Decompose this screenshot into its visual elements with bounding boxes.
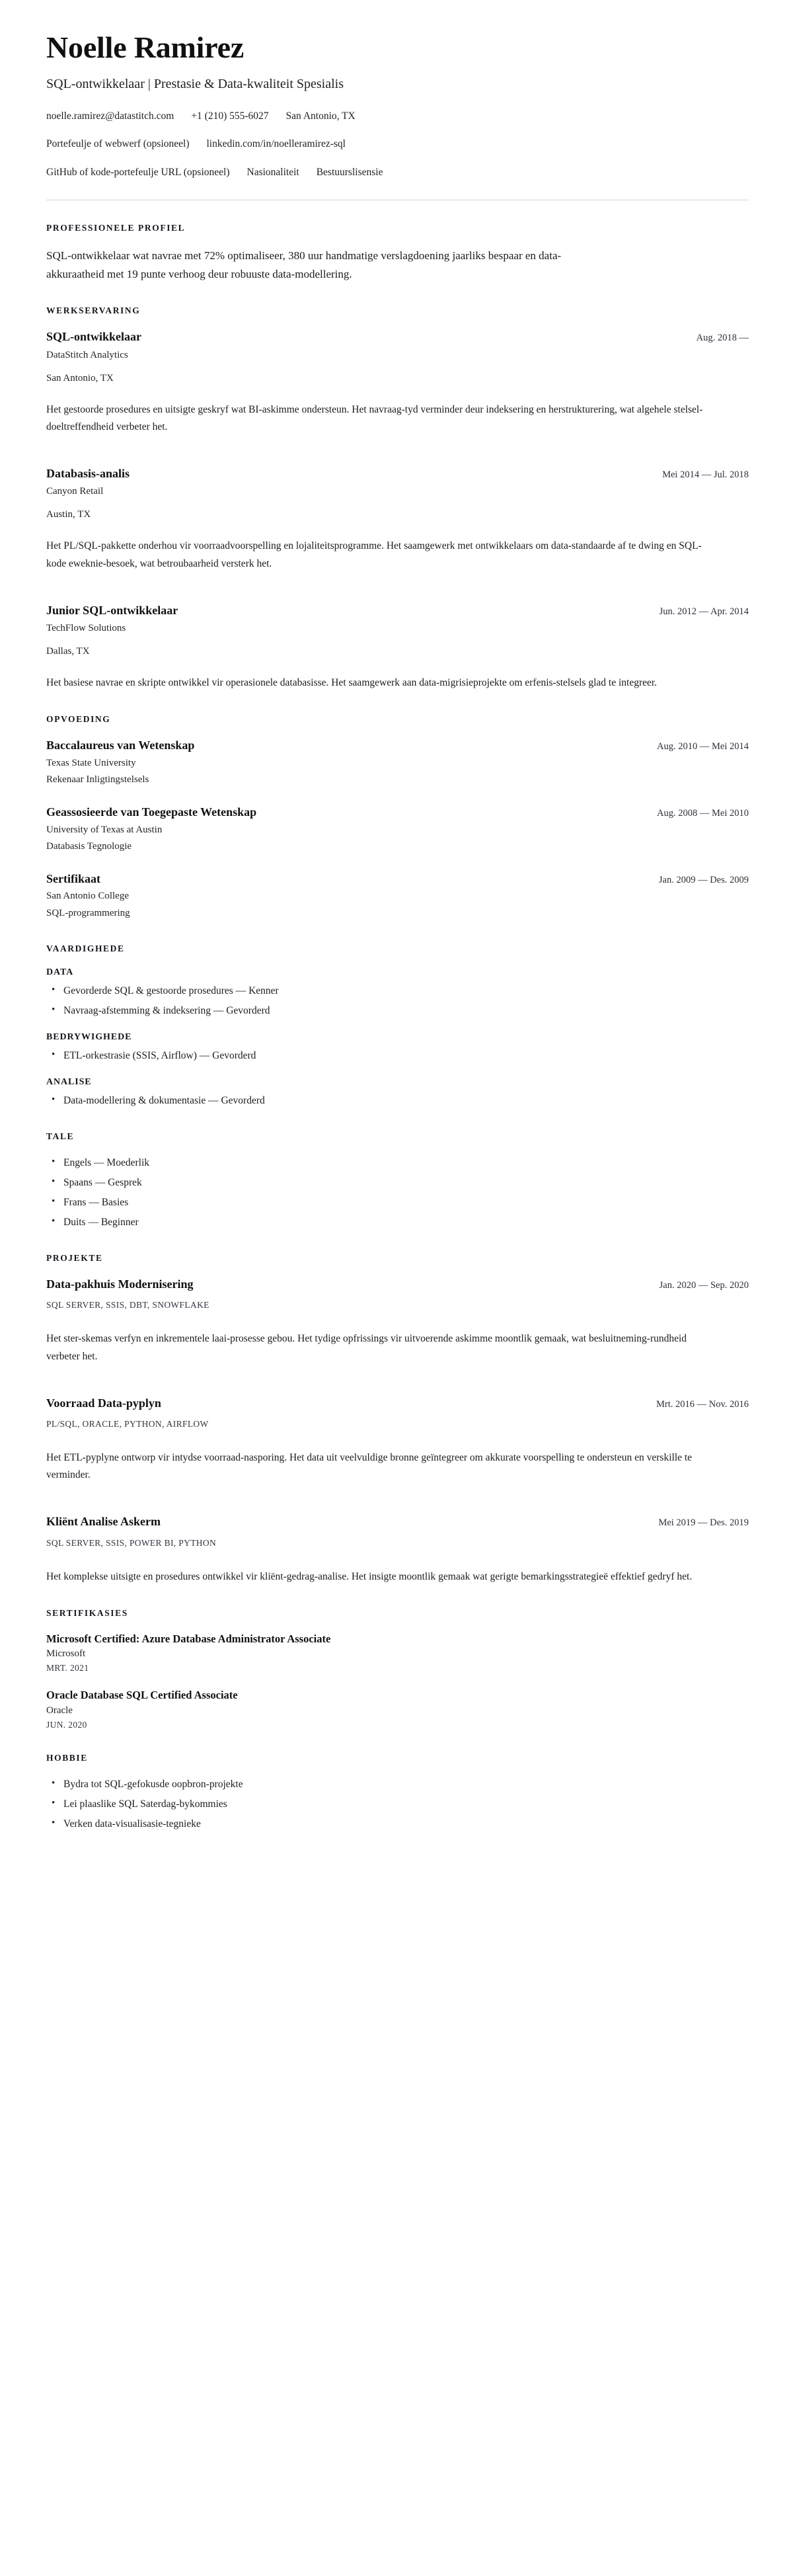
hobby-item: • Verken data-visualisasie-tegnieke bbox=[63, 1816, 749, 1832]
language-list bbox=[46, 1155, 749, 1230]
experience-location: San Antonio, TX bbox=[46, 372, 114, 383]
project-entry-head bbox=[46, 1396, 749, 1411]
skill-group-title: ANALISE bbox=[46, 1076, 92, 1087]
location-text: San Antonio, TX bbox=[285, 110, 356, 122]
education-school: San Antonio College bbox=[46, 891, 129, 902]
project-tech-stack: SQL SERVER, SSIS, POWER BI, PYTHON bbox=[46, 1537, 217, 1548]
education-date-range: Aug. 2008 — Mei 2010 bbox=[657, 808, 749, 819]
education-date-range: Aug. 2010 — Mei 2014 bbox=[657, 741, 749, 752]
experience-description: Het basiese navrae en skripte ontwikkel vir operasionele databasisse. Het saamgewerk aan data-migrisieprojekte om erfenis-stelsels glad te integreer. bbox=[46, 676, 658, 688]
spacer bbox=[46, 1376, 749, 1396]
section-title-languages: TALE bbox=[46, 1131, 75, 1141]
portfolio-text: Portefeulje of webwerf (opsioneel) bbox=[46, 138, 190, 150]
project-entry-head bbox=[46, 1514, 749, 1529]
nationality-text: Nasionaliteit bbox=[246, 167, 299, 179]
education-degree: Geassosieerde van Toegepaste Wetenskap bbox=[46, 805, 257, 819]
skill-group bbox=[46, 967, 749, 1019]
experience-company: DataStitch Analytics bbox=[46, 349, 128, 360]
project-date-range: Mei 2019 — Des. 2019 bbox=[658, 1517, 749, 1529]
project-description: Het ster-skemas verfyn en inkrementele laai-prosesse gebou. Het tydige opfrissings vir uitvoerende askimme moontlik gemaak, wat besluitneming-rundheid verbeter het. bbox=[46, 1333, 687, 1362]
certification-issuer: Microsoft bbox=[46, 1648, 86, 1660]
skill-group bbox=[46, 1077, 749, 1109]
skill-group-title: DATA bbox=[46, 967, 74, 977]
experience-entry bbox=[46, 329, 749, 436]
section-title-education: OPVOEDING bbox=[46, 714, 111, 725]
skill-list bbox=[46, 983, 749, 1019]
project-date-range: Jan. 2020 — Sep. 2020 bbox=[659, 1280, 749, 1291]
section-experience bbox=[46, 305, 749, 692]
education-field: Rekenaar Inligtingstelsels bbox=[46, 774, 149, 785]
language-item: • Engels — Moederlik bbox=[63, 1155, 749, 1171]
section-title-experience: WERKSERVARING bbox=[46, 305, 141, 316]
project-entry bbox=[46, 1514, 749, 1586]
certification-issuer: Oracle bbox=[46, 1705, 73, 1716]
contact-block bbox=[46, 110, 749, 181]
project-entry bbox=[46, 1277, 749, 1365]
skill-item: • Gevorderde SQL & gestoorde prosedures — Kenner bbox=[63, 983, 749, 999]
education-entry bbox=[46, 738, 749, 787]
experience-location: Dallas, TX bbox=[46, 645, 90, 657]
section-skills bbox=[46, 944, 749, 1109]
education-degree: Sertifikaat bbox=[46, 872, 100, 886]
spacer bbox=[46, 446, 749, 466]
certification-date: MRT. 2021 bbox=[46, 1663, 89, 1673]
language-item: • Duits — Beginner bbox=[63, 1215, 749, 1230]
certification-entry bbox=[46, 1688, 749, 1730]
education-entry-head bbox=[46, 871, 749, 887]
experience-location: Austin, TX bbox=[46, 509, 91, 520]
education-entry bbox=[46, 871, 749, 921]
profile-summary-text: SQL-ontwikkelaar wat navrae met 72% optimaliseer, 380 uur handmatige verslagdoening jaarliks bespaar en data-akkuraatheid met 19 punte verhoog deur robuuste data-modellering. bbox=[46, 249, 562, 280]
language-item: • Spaans — Gesprek bbox=[63, 1175, 749, 1191]
section-profile bbox=[46, 223, 749, 283]
project-name: Voorraad Data-pyplyn bbox=[46, 1396, 161, 1410]
resume-header bbox=[46, 30, 749, 200]
project-entry bbox=[46, 1396, 749, 1484]
project-entry-head bbox=[46, 1277, 749, 1292]
skill-list bbox=[46, 1093, 749, 1109]
email-text: noelle.ramirez@datastitch.com bbox=[46, 110, 174, 122]
skill-group bbox=[46, 1032, 749, 1064]
experience-date-range: Aug. 2018 — bbox=[696, 333, 749, 344]
skill-item: • Data-modellering & dokumentasie — Gevorderd bbox=[63, 1093, 749, 1109]
education-school: Texas State University bbox=[46, 757, 136, 768]
experience-date-range: Mei 2014 — Jul. 2018 bbox=[662, 469, 749, 480]
section-title-profile: PROFESSIONELE PROFIEL bbox=[46, 223, 186, 233]
experience-description: Het PL/SQL-pakkette onderhou vir voorraadvoorspelling en lojaliteitsprogramme. Het saamgewerk met ontwikkelaars om data-standaarde af te dwing en SQL-kode eweknie-besoek, wat betroubaarheid versterk het. bbox=[46, 540, 702, 569]
contact-row-1 bbox=[46, 110, 749, 124]
project-description: Het komplekse uitsigte en prosedures ontwikkel vir kliënt-gedrag-analise. Het insigte moontlik gemaak wat gerigte bemarkingsstrategieë effektief gedryf het. bbox=[46, 1570, 693, 1582]
education-school: University of Texas at Austin bbox=[46, 824, 163, 835]
project-tech-stack: PL/SQL, ORACLE, PYTHON, AIRFLOW bbox=[46, 1419, 209, 1429]
experience-entry bbox=[46, 466, 749, 573]
experience-company: Canyon Retail bbox=[46, 486, 104, 497]
section-title-hobbies: HOBBIE bbox=[46, 1752, 88, 1763]
section-hobbies bbox=[46, 1753, 749, 1832]
project-name: Data-pakhuis Modernisering bbox=[46, 1277, 194, 1291]
education-entry-head bbox=[46, 738, 749, 753]
section-title-certifications: SERTIFIKASIES bbox=[46, 1607, 128, 1618]
candidate-name: Noelle Ramirez bbox=[46, 30, 245, 64]
experience-company: TechFlow Solutions bbox=[46, 622, 126, 633]
education-entry bbox=[46, 805, 749, 854]
education-degree: Baccalaureus van Wetenskap bbox=[46, 739, 195, 752]
experience-description: Het gestoorde prosedures en uitsigte geskryf wat BI-askimme ondersteun. Het navraag-tyd verminder deur indeksering en herstrukturering, wat algehele stelsel-doeltreffendheid verbeter het. bbox=[46, 403, 703, 433]
experience-entry-head bbox=[46, 329, 749, 344]
section-education bbox=[46, 714, 749, 921]
hobby-item: • Lei plaaslike SQL Saterdag-bykommies bbox=[63, 1796, 749, 1812]
hobby-item: • Bydra tot SQL-gefokusde oopbron-projekte bbox=[63, 1777, 749, 1792]
linkedin-text: linkedin.com/in/noelleramirez-sql bbox=[206, 138, 346, 150]
section-title-skills: VAARDIGHEDE bbox=[46, 943, 125, 953]
skill-group-title: BEDRYWIGHEDE bbox=[46, 1031, 132, 1042]
education-field: Databasis Tegnologie bbox=[46, 841, 132, 852]
experience-date-range: Jun. 2012 — Apr. 2014 bbox=[659, 606, 749, 617]
skill-list bbox=[46, 1048, 749, 1064]
drivers-license-text: Bestuurslisensie bbox=[316, 167, 383, 179]
section-languages bbox=[46, 1131, 749, 1230]
project-description: Het ETL-pyplyne ontworp vir intydse voorraad-nasporing. Het data uit veelvuldige bronne geïntegreer om akkurate voorspelling te ondersteun en verskille te verminder. bbox=[46, 1452, 693, 1481]
experience-entry-head bbox=[46, 466, 749, 481]
experience-entry bbox=[46, 603, 749, 692]
contact-row-2 bbox=[46, 138, 749, 151]
spacer bbox=[46, 1494, 749, 1514]
certification-entry bbox=[46, 1632, 749, 1673]
certification-title: Microsoft Certified: Azure Database Administrator Associate bbox=[46, 1632, 331, 1645]
section-projects bbox=[46, 1253, 749, 1586]
experience-job-title: Databasis-analis bbox=[46, 466, 130, 480]
contact-row-3 bbox=[46, 166, 749, 180]
project-date-range: Mrt. 2016 — Nov. 2016 bbox=[656, 1398, 749, 1410]
project-tech-stack: SQL SERVER, SSIS, DBT, SNOWFLAKE bbox=[46, 1300, 209, 1310]
certification-title: Oracle Database SQL Certified Associate bbox=[46, 1689, 238, 1702]
experience-job-title: Junior SQL-ontwikkelaar bbox=[46, 603, 178, 617]
skill-item: • ETL-orkestrasie (SSIS, Airflow) — Gevorderd bbox=[63, 1048, 749, 1064]
spacer bbox=[46, 583, 749, 603]
skill-item: • Navraag-afstemming & indeksering — Gevorderd bbox=[63, 1003, 749, 1019]
candidate-headline: SQL-ontwikkelaar | Prestasie & Data-kwaliteit Spesialis bbox=[46, 76, 344, 91]
phone-text: +1 (210) 555-6027 bbox=[191, 110, 269, 122]
language-item: • Frans — Basies bbox=[63, 1195, 749, 1211]
education-entry-head bbox=[46, 805, 749, 820]
experience-job-title: SQL-ontwikkelaar bbox=[46, 330, 142, 344]
experience-entry-head bbox=[46, 603, 749, 618]
project-name: Kliënt Analise Askerm bbox=[46, 1515, 161, 1529]
education-date-range: Jan. 2009 — Des. 2009 bbox=[658, 875, 749, 886]
education-field: SQL-programmering bbox=[46, 908, 130, 919]
section-certifications bbox=[46, 1608, 749, 1730]
hobby-list bbox=[46, 1777, 749, 1832]
github-text: GitHub of kode-portefeulje URL (opsioneel) bbox=[46, 167, 230, 179]
section-title-projects: PROJEKTE bbox=[46, 1253, 103, 1264]
certification-date: JUN. 2020 bbox=[46, 1719, 87, 1730]
